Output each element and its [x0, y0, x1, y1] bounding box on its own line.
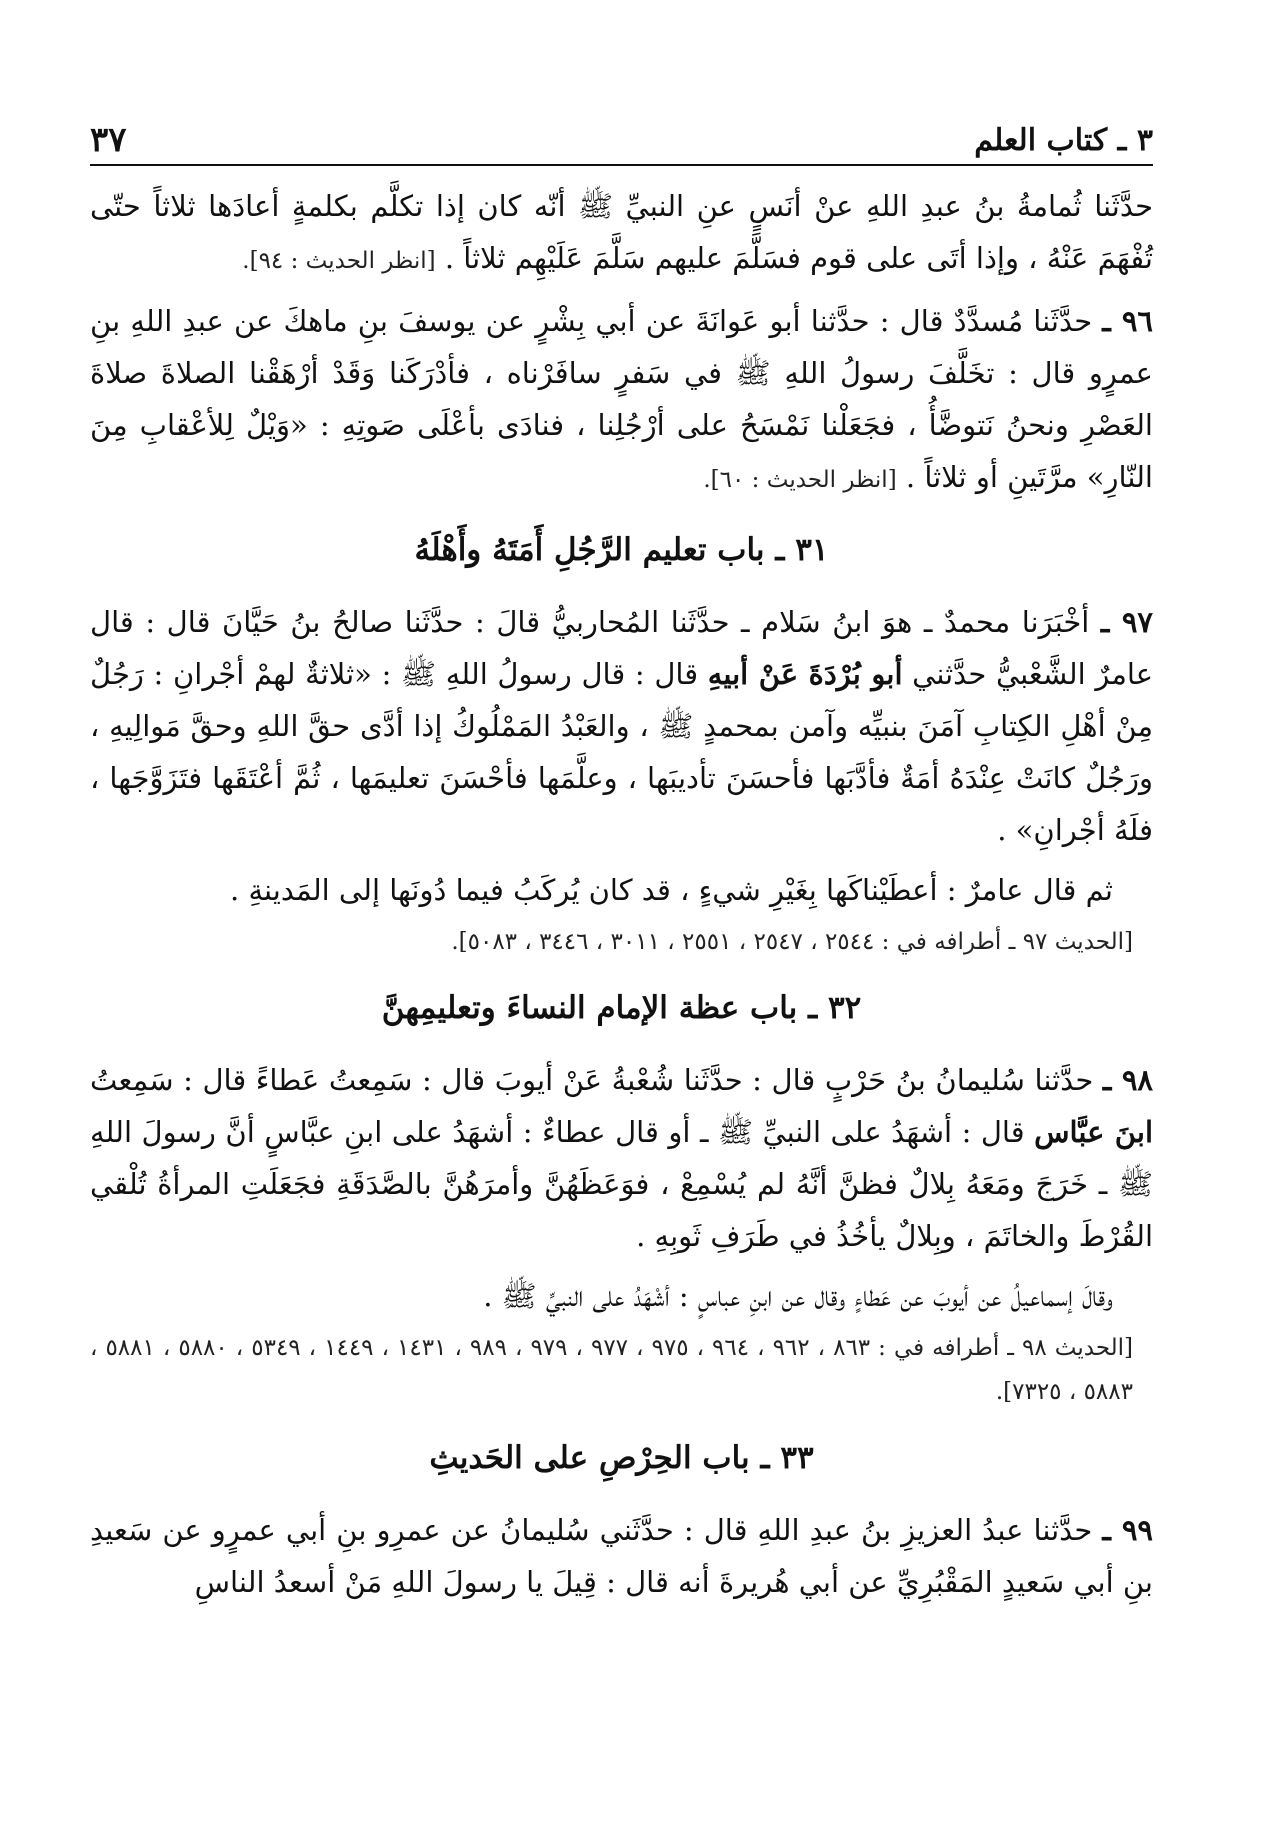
chapter-heading-33: ٣٣ ـ باب الحِرْصِ على الحَديثِ — [429, 1440, 814, 1476]
page-body — [90, 180, 1153, 1616]
hadith-97-references: [الحديث ٩٧ ـ أطرافه في : ٢٥٤٤ ، ٢٥٤٧ ، ٢٥٥١ ، ٣٠١١ ، ٣٤٤٦ ، ٥٠٨٣]. — [451, 929, 1133, 955]
hadith-text: حدَّثنا سُليمانُ بنُ حَرْبٍ قال : حدَّثَنا شُعْبةُ عَنْ أيوبَ قال : سَمِعتُ عَطاءً قال : سَمِعتُ — [90, 1063, 1094, 1097]
chapter-heading-31: ٣١ ـ باب تعليم الرَّجُلِ أَمَتَهُ وأَهْلَهُ — [414, 532, 829, 568]
hadith-text: حدَّثَنا ثُمامةُ بنُ عبدِ اللهِ عنْ أنَسٍ عنِ النبيِّ ﷺ أنّه كان إذا تكلَّم بكلمةٍ أعادَها ثلاثاً حتّى تُفْهَمَ عَنْهُ ، وإذا أتَى على قوم فسَلَّمَ عليهم سَلَّمَ عَلَيْهِم ثلاثاً . — [90, 189, 1153, 275]
hadith-97-comment: ثم قال عامرٌ : أعطَيْناكَها بِغَيْرِ شيءٍ ، قد كان يُركَبُ فيما دُونَها إلى المَدينةِ . — [230, 873, 1113, 907]
hadith-97 — [90, 596, 1153, 856]
hadith-number: ٩٦ ـ — [1102, 304, 1153, 338]
narrator-name: ابنَ عبَّاس — [1034, 1115, 1153, 1149]
hadith-99 — [90, 1504, 1153, 1608]
hadith-number: ٩٧ ـ — [1100, 605, 1153, 639]
hadith-96 — [90, 295, 1153, 506]
cross-reference: [انظر الحديث : ٩٤]. — [242, 248, 436, 274]
hadith-text: حدَّثنا عبدُ العزيزِ بنُ عبدِ اللهِ قال : حدَّثَني سُليمانُ عن عمرِو بنِ أبي عمرٍو عن سَعيدِ بنِ أبي سَعيدٍ المَقْبُرِيِّ عن أبي هُريرةَ أنه قال : قِيلَ يا رسولَ اللهِ مَنْ أسعدُ الناسِ — [90, 1513, 1153, 1599]
hadith-98-comment: وقالَ إسماعيلُ عن أيوبَ عن عَطاءٍ وقال عن ابنِ عباسٍ : أشْهَدُ على النبيِّ ﷺ . — [483, 1279, 1113, 1313]
hadith-95-continuation — [90, 180, 1153, 287]
page-number: ٣٧ — [90, 120, 127, 160]
hadith-number: ٩٨ ـ — [1102, 1063, 1154, 1097]
hadith-98-references: [الحديث ٩٨ ـ أطرافه في : ٨٦٣ ، ٩٦٢ ، ٩٦٤ ، ٩٧٥ ، ٩٧٧ ، ٩٧٩ ، ٩٨٩ ، ١٤٣١ ، ١٤٤٩ ، ٥٣٤٩ ، ٥٨٨٠ ، ٥٨٨١ ، ٥٨٨٣ ، ٧٣٢٥]. — [90, 1335, 1134, 1405]
page-header — [90, 108, 1153, 166]
hadith-number: ٩٩ ـ — [1102, 1513, 1153, 1547]
chapter-heading-32: ٣٢ ـ باب عظة الإمام النساءَ وتعليمِهنَّ — [381, 990, 862, 1026]
cross-reference: [انظر الحديث : ٦٠]. — [703, 467, 897, 493]
hadith-98 — [90, 1054, 1153, 1262]
chapter-title: ٣ ـ كتاب العلم — [974, 123, 1153, 158]
hadith-text: حدَّثَنا مُسدَّدٌ قال : حدَّثنا أبو عَوانَةَ عن أبي بِشْرٍ عن يوسفَ بنِ ماهكَ عن عبدِ اللهِ بنِ عمرٍو قال : تخَلَّفَ رسولُ اللهِ ﷺ في سَفرٍ سافَرْناه ، فأدْرَكَنا وَقَدْ أرْهَقْنا الصلاةَ صلاةَ العَصْرِ ونحنُ نَتوضَّأُ ، فجَعَلْنا نَمْسَحُ على أرْجُلِنا ، فنادَى بأعْلَى صَوتِهِ : «وَيْلٌ لِلأعْقابِ مِنَ النّارِ» مرَّتَينِ أو ثلاثاً . — [90, 304, 1153, 494]
hadith-text: أخْبَرَنا محمدٌ ـ هوَ ابنُ سَلام ـ حدَّثَنا المُحاربيُّ قالَ : حدَّثَنا صالحُ بنُ حَيَّانَ قال : قال عامرٌ الشَّعْبيُّ حدَّثني — [90, 605, 1153, 691]
hadith-text: قال : أشهَدُ على النبيِّ ﷺ ـ أو قال عطاءٌ : أشهَدُ على ابنِ عبَّاسٍ أنَّ رسولَ اللهِ ﷺ ـ خَرَجَ ومَعَهُ بِلالٌ فظنَّ أنَّهُ لم يُسْمِعْ ، فوَعَظَهُنَّ وأمرَهُنَّ بالصَّدَقَةِ فجَعَلَتِ المرأةُ تُلْقي القُرْطَ والخاتَمَ ، وبِلالٌ يأخُذُ في طَرَفِ ثَوبِهِ . — [90, 1115, 1153, 1253]
hadith-text: قال : قال رسولُ اللهِ ﷺ : «ثلاثةٌ لهمْ أجْرانِ : رَجُلٌ مِنْ أهْلِ الكِتابِ آمَنَ بنبيِّه وآمن بمحمدٍ ﷺ ، والعَبْدُ المَمْلُوكُ إذا أدَّى حقَّ اللهِ وحقَّ مَوالِيهِ ، ورَجُلٌ كانَتْ عِنْدَهُ أمَةٌ فأدَّبَها فأحسَنَ تأديبَها ، وعلَّمَها فأحْسَنَ تعليمَها ، ثُمَّ أعْتَقَها فتَزَوَّجَها ، فلَهُ أجْرانِ» . — [90, 657, 1153, 847]
narrator-name: أبو بُرْدَةَ عَنْ أبيهِ — [707, 657, 903, 691]
